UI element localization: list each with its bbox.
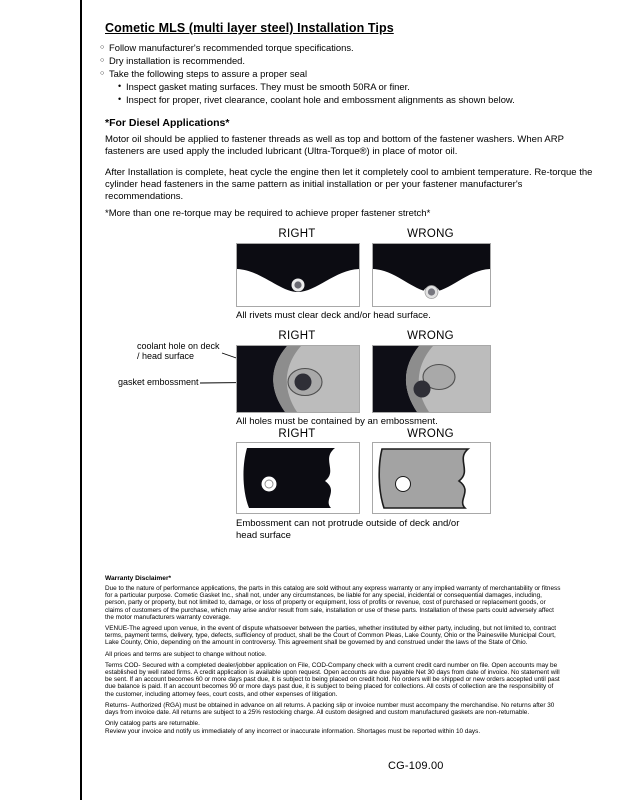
embossment-wrong-diagram [372,345,491,413]
circle-bullet-icon: ○ [100,44,105,51]
tips-list [100,43,580,108]
diesel-applications-heading: *For Diesel Applications* [105,117,230,129]
dot-bullet-icon: • [118,93,122,104]
protrusion-wrong-diagram [372,442,491,514]
left-margin-rule [80,0,82,800]
tip-sub-item [118,82,580,92]
row3-right-label: RIGHT [278,428,316,440]
tip-item [100,69,580,79]
circle-bullet-icon: ○ [100,56,105,64]
diesel-paragraph-2: After Installation is complete, heat cycle the engine then let it completely cool to ambient temperature. Re-torque the cylinder head fasteners in the same pattern as initial installation or per your fastener manufacturer's recommendations. [105,167,593,203]
warranty-disclaimer [105,585,561,740]
warranty-paragraph: VENUE-The agreed upon venue, in the event of dispute whatsoever between the parties, whether instituted by either party, including, but not limited to, contract terms, payment terms, delivery, type, defects, sufficiency of product, shall be the Court of Common Pleas, Lake County, Ohio or the Painesville Municipal Court, Lake County, Ohio, depending on the amount in controversy. This agreement shall be governed by and construed under the laws of the State of Ohio. [105,625,557,647]
row3-wrong-label: WRONG [407,428,454,440]
embossment-right-diagram [236,345,360,413]
warranty-paragraph: Terms COD- Secured with a completed dealer/jobber application on File, COD-Company check with a current credit card number on file. Open accounts may be established by well rated firms. A credit application is available upon request. Open accounts are due payable Net 30 days from date of invoice. No statement will be sent. If an account becomes 60 or more days past due, it is subject to being placed on credit hold. No orders will be shipped or new orders accepted until past due balance is paid. If an account becomes 90 or more days past due, it is subject to being placed for collections. All costs of collection are the responsibility of the customer, including attorney fees, court costs, and other expenses of litigation. [105,661,560,698]
protrusion-right-illustration [237,443,359,513]
warranty-paragraph: Due to the nature of performance applications, the parts in this catalog are sold without any express warranty or any implied warranty of merchantability or fitness for a particular purpose. Cometic Gasket Inc., shall not, under any circumstances, be liable for any special, incidental or consequential damages, including, person, party or property, but not limited to, damage, or loss of property or equipment, loss of profits or revenue, cost of purchased or replacement goods, or claims of customers of the purchase, which may arise and/or result from sale, installation or use of these parts. Installation of these parts could adversely affect the motor manufacturers warranty coverage. [105,585,561,621]
warranty-paragraph: Returns- Authorized (RGA) must be obtained in advance on all returns. A packing slip or invoice number must accompany the merchandise. No returns after 30 days from invoice date. All returns are subject to a 25% restocking charge. All custom designed and custom manufactured gaskets are non-returnable. [105,701,555,717]
embossment-right-illustration [237,346,359,412]
diesel-paragraph-1: Motor oil should be applied to fastener threads as well as top and bottom of the fastener washers. When ARP fasteners are used apply the included lubricant (Ultra-Torque®) in place of motor oil. [105,134,564,158]
circle-bullet-icon: ○ [100,69,105,77]
rivet-clearance-wrong-illustration [373,244,490,306]
row3-caption: Embossment can not protrude outside of deck and/or head surface [236,518,460,541]
tip-item [100,56,580,66]
tip-item [100,43,580,53]
protrusion-wrong-illustration [373,443,490,513]
page-code: CG-109.00 [388,760,444,772]
warranty-paragraph: Only catalog parts are returnable. [105,720,200,728]
row1-caption: All rivets must clear deck and/or head surface. [236,310,431,321]
tip-text: Take the following steps to assure a proper seal [109,67,308,79]
row2-caption: All holes must be contained by an embossment. [236,416,438,427]
retorque-note: *More than one re-torque may be required to achieve proper fastener stretch* [105,208,431,219]
tip-sub-item [118,95,580,105]
row1-right-label: RIGHT [278,228,316,240]
tip-text: Dry installation is recommended. [109,54,245,66]
doc-title: Cometic MLS (multi layer steel) Installation Tips [105,21,394,35]
tip-text: Inspect gasket mating surfaces. They must be smooth 50RA or finer. [126,80,410,92]
tip-text: Inspect for proper, rivet clearance, coolant hole and embossment alignments as shown below. [126,93,515,105]
row1-wrong-label: WRONG [407,228,454,240]
coolant-hole-label: coolant hole on deck / head surface [137,341,220,361]
warranty-paragraph: Review your invoice and notify us immediately of any incorrect or inaccurate information. Shortages must be reported within 10 days. [105,728,481,736]
gasket-embossment-label: gasket embossment [118,377,199,387]
rivet-clearance-right-diagram [236,243,360,307]
warranty-heading: Warranty Disclaimer* [105,575,172,582]
dot-bullet-icon: • [118,80,122,91]
tip-text: Follow manufacturer's recommended torque specifications. [109,42,354,53]
row2-right-label: RIGHT [278,330,316,342]
rivet-clearance-right-illustration [237,244,359,306]
protrusion-right-diagram [236,442,360,514]
embossment-wrong-illustration [373,346,490,412]
rivet-clearance-wrong-diagram [372,243,491,307]
warranty-paragraph: All prices and terms are subject to change without notice. [105,650,267,658]
row2-wrong-label: WRONG [407,330,454,342]
